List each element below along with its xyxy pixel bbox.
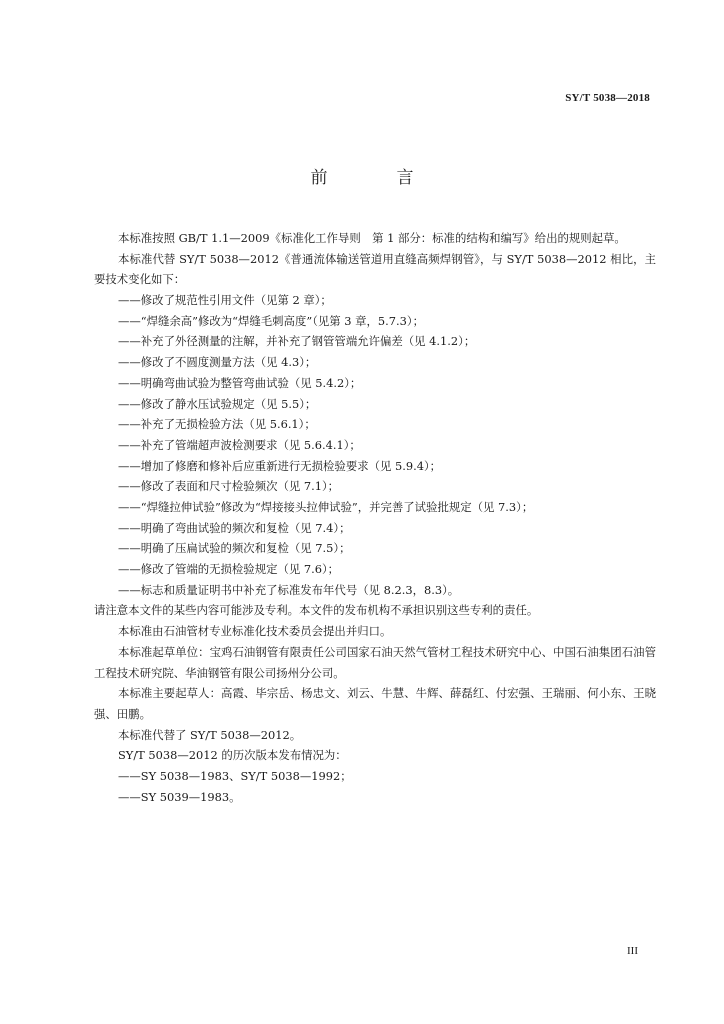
list-item: ——明确了弯曲试验的频次和复检（见 7.4）；: [118, 520, 351, 535]
paragraph-drafters: 本标准主要起草人：高霞、毕宗岳、杨忠文、刘云、牛慧、牛辉、薛磊红、付宏强、王瑞丽、何小东、王晓强、田鹏。: [94, 686, 656, 721]
list-item: ——明确弯曲试验为整管弯曲试验（见 5.4.2）；: [118, 375, 362, 390]
page-number: III: [627, 945, 638, 957]
list-item: ——“焊缝拉伸试验”修改为“焊接接头拉伸试验”，并完善了试验批规定（见 7.3）；: [118, 499, 534, 514]
history-list: [94, 766, 656, 807]
paragraph-drafting-rule: 本标准按照 GB/T 1.1—2009《标准化工作导则 第 1 部分：标准的结构和编写》给出的规则起草。: [118, 231, 626, 245]
list-item: ——标志和质量证明书中补充了标准发布年代号（见 8.2.3，8.3）。: [118, 582, 460, 597]
foreword-body: [94, 228, 656, 807]
paragraph-drafting-units: 本标准起草单位：宝鸡石油钢管有限责任公司国家石油天然气管材工程技术研究中心、中国石油集团石油管工程技术研究院、华油钢管有限公司扬州分公司。: [94, 644, 656, 680]
change-list: [94, 290, 656, 600]
page-title: 前 言: [310, 168, 440, 188]
paragraph-patent-notice: 请注意本文件的某些内容可能涉及专利。本文件的发布机构不承担识别这些专利的责任。: [94, 603, 539, 618]
standard-code: SY/T 5038—2018: [565, 92, 650, 104]
paragraph-replacement: 本标准代替 SY/T 5038—2012《普通流体输送管道用直缝高频焊钢管》，与 SY/T 5038—2012 相比，主要技术变化如下：: [94, 251, 656, 287]
list-item: ——补充了管端超声波检测要求（见 5.6.4.1）；: [118, 437, 361, 452]
list-item: ——增加了修磨和修补后应重新进行无损检验要求（见 5.9.4）；: [118, 458, 442, 473]
paragraph-history-intro: SY/T 5038—2012 的历次版本发布情况为：: [118, 748, 347, 763]
paragraph-proposer: 本标准由石油管材专业标准化技术委员会提出并归口。: [118, 624, 392, 639]
list-item: ——SY 5038—1983、SY/T 5038—1992；: [118, 768, 352, 783]
paragraph-supersedes: 本标准代替了 SY/T 5038—2012。: [118, 727, 302, 742]
list-item: ——SY 5039—1983。: [118, 789, 241, 804]
list-item: ——“焊缝余高”修改为“焊缝毛刺高度”（见第 3 章，5.7.3）；: [118, 313, 424, 328]
list-item: ——修改了规范性引用文件（见第 2 章）；: [118, 293, 332, 308]
list-item: ——明确了压扁试验的频次和复检（见 7.5）；: [118, 541, 351, 556]
list-item: ——修改了表面和尺寸检验频次（见 7.1）；: [118, 479, 340, 494]
list-item: ——修改了不圆度测量方法（见 4.3）；: [118, 355, 317, 370]
list-item: ——修改了静水压试验规定（见 5.5）；: [118, 396, 317, 411]
list-item: ——修改了管端的无损检验规定（见 7.6）；: [118, 562, 340, 577]
list-item: ——补充了无损检验方法（见 5.6.1）；: [118, 417, 316, 432]
list-item: ——补充了外径测量的注解，并补充了钢管管端允许偏差（见 4.1.2）；: [118, 334, 476, 349]
